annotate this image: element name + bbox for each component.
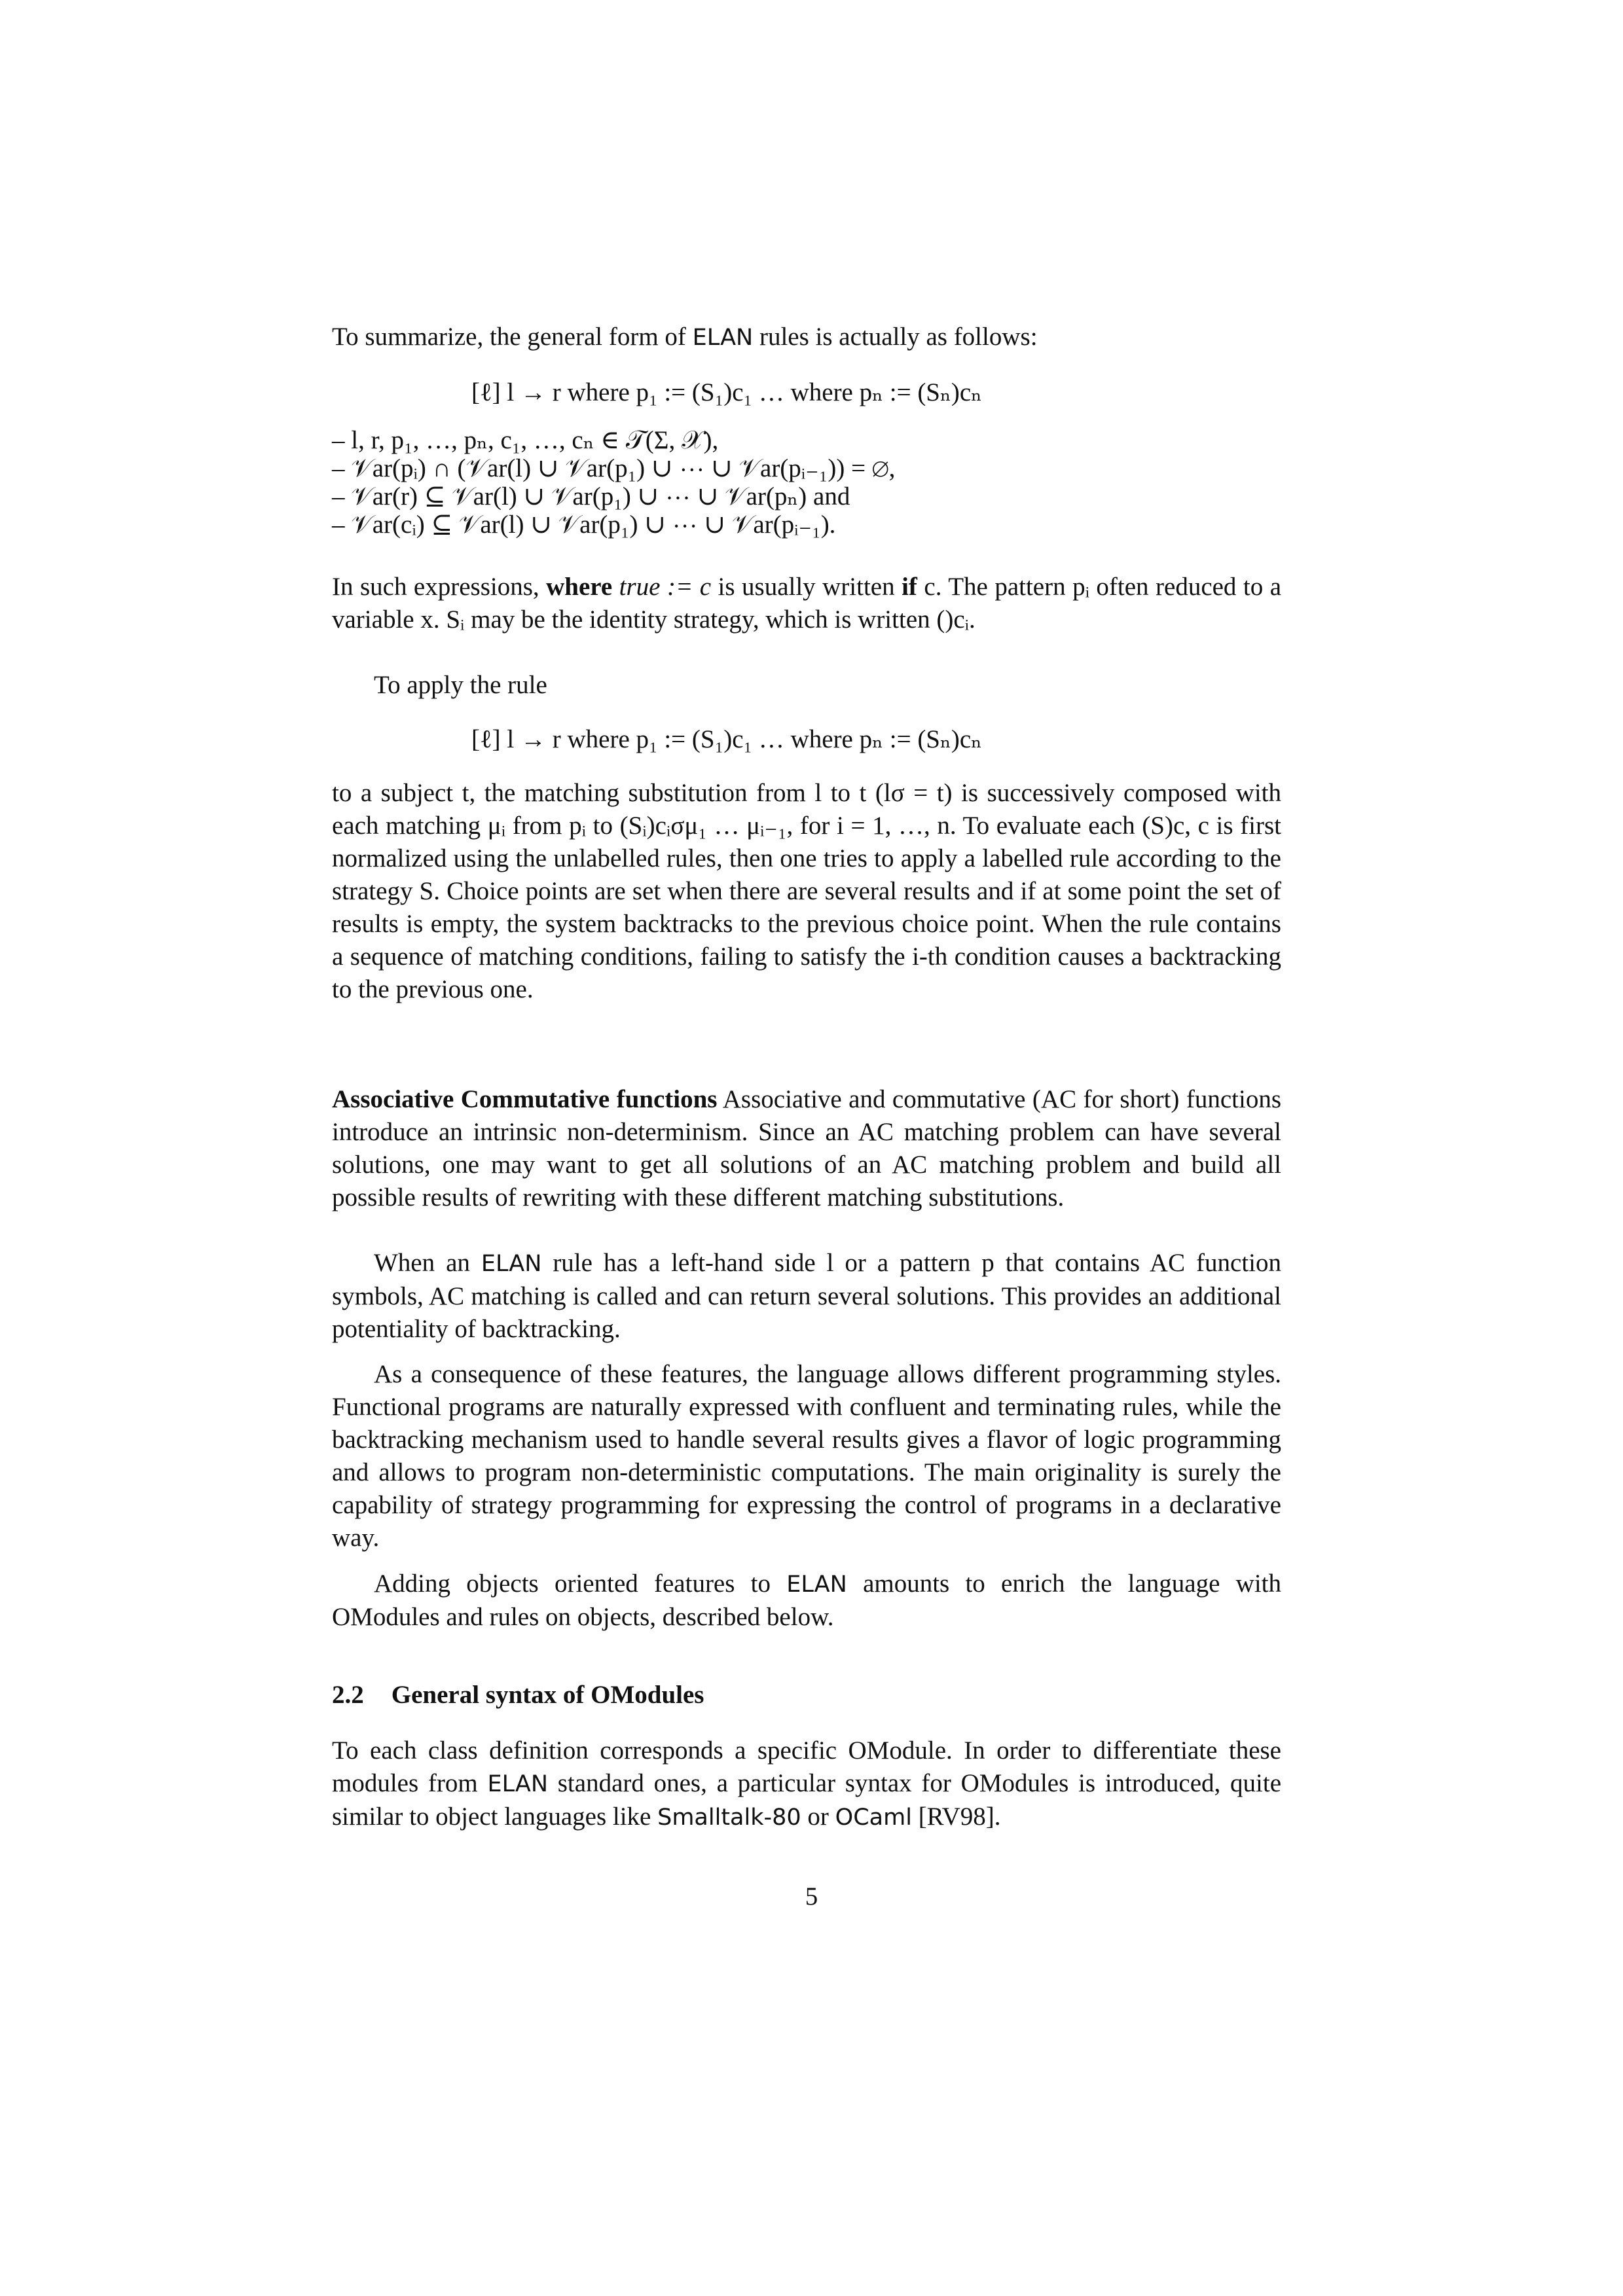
intro-paragraph (332, 321, 1281, 354)
class-text-b: standard ones, a particular syntax for OModules is introduced, quite similar to object languages like (332, 1769, 1282, 1831)
true-assign: true := c (612, 573, 712, 601)
section-heading (332, 1679, 1281, 1712)
ac-paragraph (332, 1083, 1281, 1214)
class-text-c: or (801, 1803, 835, 1831)
elan-name: ELAN (786, 1571, 847, 1598)
such-text-c: is usually written (711, 573, 902, 601)
section-number: 2.2 (332, 1681, 364, 1709)
subject-paragraph: to a subject t, the matching substitution from l to t (lσ = t) is successively composed with each matching μᵢ from pᵢ to (Sᵢ)cᵢσμ₁ … μᵢ₋₁, for i = 1, …, n. To evaluate each (S)c, c is first normalized using the unlabelled rules, then one tries to apply a labelled rule according to the strategy S. Choice points are set when there are several results and if at some point the set of results is empty, the system backtracks to the previous choice point. When the rule contains a sequence of matching conditions, failing to satisfy the i-th condition causes a backtracking to the previous one. (332, 779, 1281, 1003)
ac-text: Associative and commutative (AC for short) functions introduce an intrinsic non-determinism. Since an AC matching problem can have several solutions, one may want to get all solutions of an AC matching problem and build all possible results of rewriting with these different matching substitutions. (332, 1085, 1281, 1211)
adding-paragraph (332, 1568, 1281, 1634)
adding-text-a: Adding objects oriented features to (374, 1570, 787, 1598)
ac-paragraph-2 (332, 1247, 1281, 1346)
rule-display-2: [ℓ] l → r where p₁ := (S₁)c₁ … where pₙ := (Sₙ)cₙ (471, 725, 983, 753)
consequence-paragraph: As a consequence of these features, the language allows different programming styles. Functional programs are naturally expressed with confluent and terminating rules, while the backtracking mechanism used to handle several results gives a flavor of logic programming and allows to program non-deterministic computations. The main originality is surely the capability of strategy programming for expressing the control of programs in a declarative way. (332, 1360, 1281, 1552)
ac2-text-b: rule has a left-hand side l or a pattern p that contains AC function symbols, AC matching is called and can return several solutions. This provides an additional potentiality of backtracking. (332, 1249, 1281, 1343)
class-text-d: [RV98]. (911, 1803, 1001, 1831)
ac-heading: Associative Commutative functions (332, 1085, 718, 1113)
condition-item: – 𝒱ar(r) ⊆ 𝒱ar(l) ∪ 𝒱ar(p₁) ∪ ⋯ ∪ 𝒱ar(pₙ) and (332, 482, 850, 511)
ocaml-name: OCaml (835, 1804, 912, 1831)
elan-name: ELAN (481, 1251, 542, 1277)
elan-name: ELAN (487, 1771, 549, 1797)
page-number: 5 (805, 1882, 818, 1910)
class-text-a: To each class definition corresponds a specific OModule. In order to differentiate these modules from (332, 1736, 1281, 1797)
ac2-text-a: When an (374, 1249, 481, 1277)
such-expressions-paragraph (332, 571, 1281, 636)
such-text-d: c. The pattern pᵢ often reduced to a variable x. Sᵢ may be the identity strategy, which is written ()cᵢ. (332, 573, 1282, 634)
conditions-list (332, 426, 895, 539)
intro-text-before: To summarize, the general form of (332, 323, 693, 351)
adding-text-b: amounts to enrich the language with OModules and rules on objects, described below. (332, 1570, 1282, 1631)
smalltalk-name: Smalltalk-80 (657, 1804, 801, 1831)
condition-item: – 𝒱ar(cᵢ) ⊆ 𝒱ar(l) ∪ 𝒱ar(p₁) ∪ ⋯ ∪ 𝒱ar(pᵢ₋₁). (332, 511, 836, 539)
if-keyword: if (902, 573, 917, 601)
elan-name: ELAN (692, 325, 754, 351)
section-title: General syntax of OModules (391, 1681, 704, 1709)
such-text-a: In such expressions, (332, 573, 547, 601)
rule-display-1: [ℓ] l → r where p₁ := (S₁)c₁ … where pₙ := (Sₙ)cₙ (471, 378, 983, 406)
where-keyword: where (546, 573, 613, 601)
condition-item: – l, r, p₁, …, pₙ, c₁, …, cₙ ∈ 𝒯(Σ, 𝒳), (332, 426, 719, 454)
intro-text-after: rules is actually as follows: (753, 323, 1038, 351)
apply-rule-line (332, 669, 1281, 702)
apply-rule-text: To apply the rule (374, 671, 547, 699)
condition-item: – 𝒱ar(pᵢ) ∩ (𝒱ar(l) ∪ 𝒱ar(p₁) ∪ ⋯ ∪ 𝒱ar(pᵢ₋₁)) = ∅, (332, 454, 896, 482)
class-paragraph (332, 1734, 1281, 1834)
